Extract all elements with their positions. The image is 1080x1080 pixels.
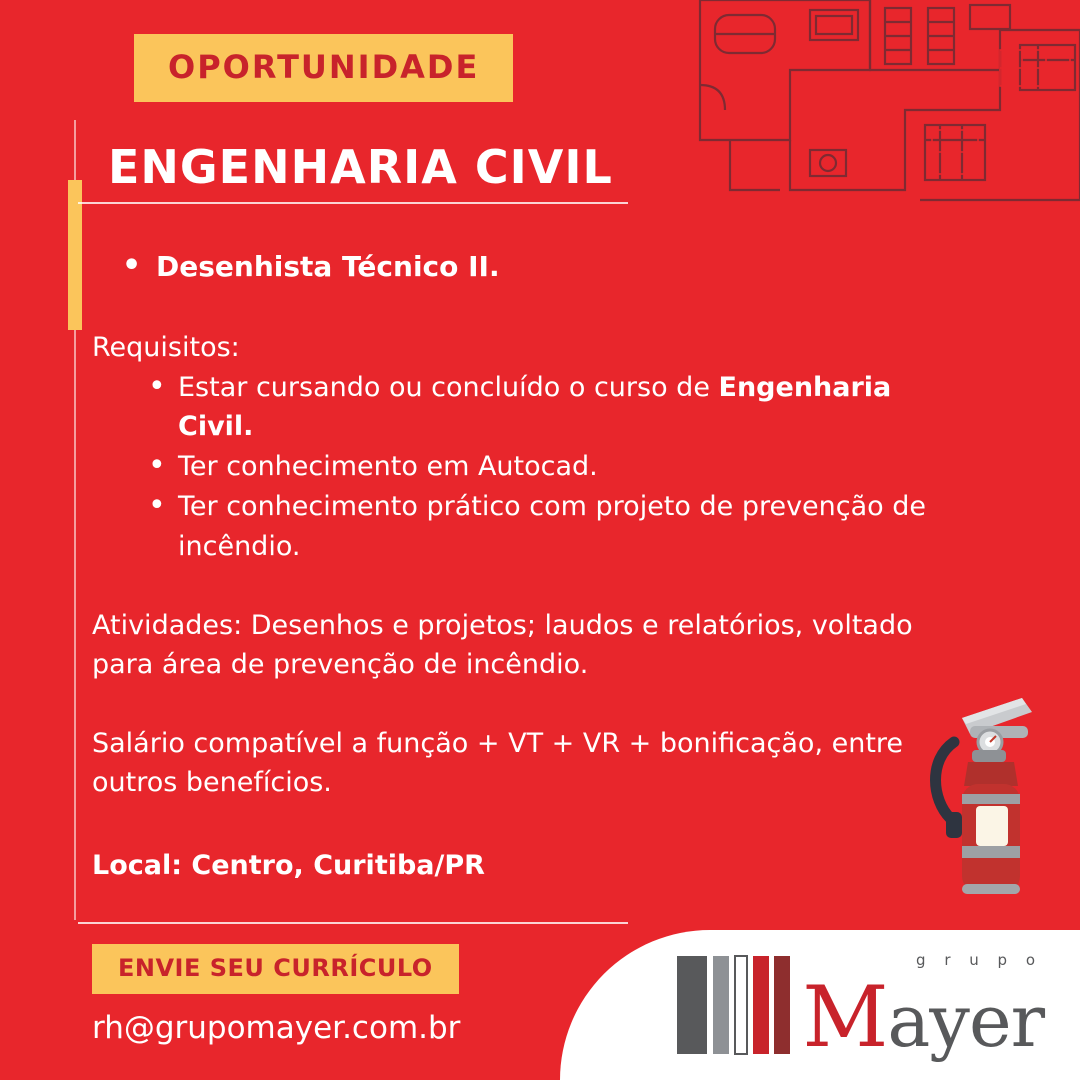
bottom-divider: [78, 922, 628, 924]
requirement-emphasis: Engenharia Civil.: [178, 372, 892, 443]
location-paragraph: Local: Centro, Curitiba/PR: [92, 850, 485, 882]
list-item-requirement: • Ter conhecimento prático com projeto de prevenção de incêndio.: [148, 487, 972, 565]
list-item-role: • Desenhista Técnico II.: [122, 250, 972, 284]
salary-paragraph: Salário compatível a função + VT + VR + bonificação, entre outros benefícios.: [92, 728, 904, 799]
logo-wordmark: [802, 951, 1044, 1067]
role-list: [122, 250, 972, 284]
requirements-label: Requisitos:: [92, 331, 240, 363]
logo-tagline: g r u p o: [916, 951, 1042, 970]
list-item-requirement: [148, 368, 972, 446]
title-divider: [78, 202, 628, 204]
company-logo: [677, 951, 1044, 1067]
activities-paragraph: Atividades: Desenhos e projetos; laudos e relatórios, voltado para área de prevenção de incêndio.: [92, 609, 913, 680]
logo-rest: ayer: [887, 979, 1044, 1064]
contact-email[interactable]: rh@grupomayer.com.br: [92, 1010, 461, 1046]
blueprint-decoration: [670, 0, 1080, 220]
list-item-requirement: • Ter conhecimento em Autocad.: [148, 447, 972, 486]
logo-mark-icon: [677, 951, 792, 1056]
requirement-text: Estar cursando ou concluído o curso de: [178, 372, 719, 404]
opportunity-badge: OPORTUNIDADE: [134, 34, 513, 102]
page-title: ENGENHARIA CIVIL: [108, 140, 613, 194]
send-resume-button[interactable]: ENVIE SEU CURRÍCULO: [92, 944, 459, 994]
requirements-list: [148, 368, 972, 566]
content-body: [92, 250, 972, 885]
fire-extinguisher-icon: [910, 690, 1060, 920]
logo-initial: M: [802, 968, 888, 1067]
